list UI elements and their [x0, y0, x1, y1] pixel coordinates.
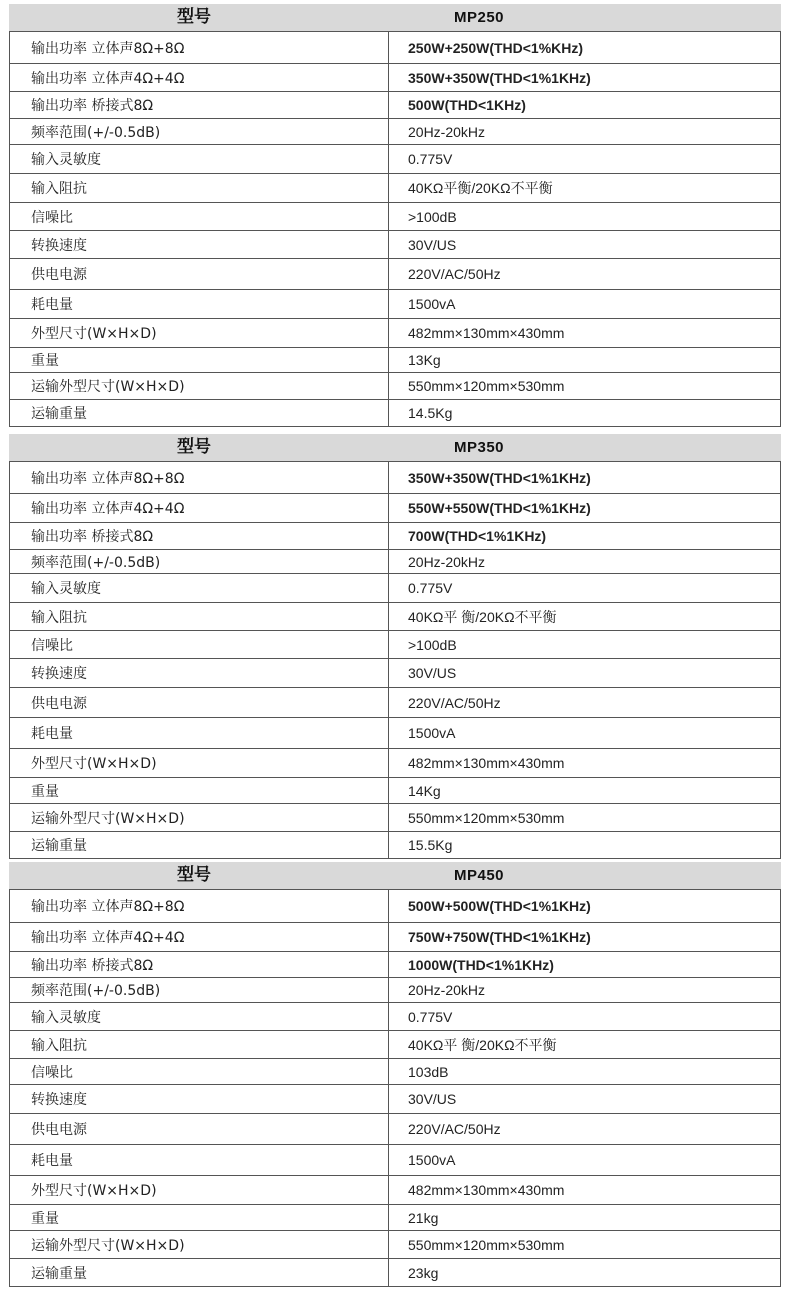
spec-value: 220V/AC/50Hz — [389, 688, 781, 718]
spec-label: 运输重量 — [10, 832, 389, 859]
table-row — [10, 494, 781, 523]
spec-label: 供电电源 — [10, 688, 389, 718]
table-row — [10, 631, 781, 659]
table-row — [10, 1085, 781, 1114]
spec-label: 输出功率 立体声4Ω+4Ω — [10, 494, 389, 523]
model-name: MP350 — [453, 439, 505, 456]
spec-label: 输出功率 立体声8Ω+8Ω — [10, 890, 389, 923]
spec-value: 40KΩ平衡/20KΩ不平衡 — [389, 174, 781, 203]
spec-value: 21kg — [389, 1205, 781, 1231]
spec-value: 482mm×130mm×430mm — [389, 1176, 781, 1205]
spec-value: 103dB — [389, 1059, 781, 1085]
spec-label: 重量 — [10, 778, 389, 804]
table-row — [10, 259, 781, 290]
table-row — [10, 119, 781, 145]
spec-label: 频率范围(+/-0.5dB) — [10, 978, 389, 1003]
spec-header — [9, 434, 781, 461]
table-row — [10, 804, 781, 832]
spec-label: 信噪比 — [10, 203, 389, 231]
table-row — [10, 64, 781, 92]
spec-value: 40KΩ平 衡/20KΩ不平衡 — [389, 1031, 781, 1059]
spec-value: 550mm×120mm×530mm — [389, 804, 781, 832]
spec-label: 输入灵敏度 — [10, 574, 389, 603]
table-row — [10, 32, 781, 64]
table-row — [10, 890, 781, 923]
table-row — [10, 778, 781, 804]
spec-label: 输出功率 桥接式8Ω — [10, 92, 389, 119]
table-row — [10, 1059, 781, 1085]
spec-label: 频率范围(+/-0.5dB) — [10, 119, 389, 145]
model-name: MP250 — [453, 9, 505, 26]
spec-value: 750W+750W(THD<1%1KHz) — [389, 923, 781, 952]
spec-value: 1500vA — [389, 290, 781, 319]
spec-label: 输出功率 立体声4Ω+4Ω — [10, 64, 389, 92]
table-row — [10, 1231, 781, 1259]
spec-value: 220V/AC/50Hz — [389, 1114, 781, 1145]
spec-block-mp250 — [9, 4, 781, 427]
spec-value: 550mm×120mm×530mm — [389, 1231, 781, 1259]
table-row — [10, 749, 781, 778]
table-row — [10, 400, 781, 427]
spec-label: 输入阻抗 — [10, 174, 389, 203]
spec-label: 信噪比 — [10, 1059, 389, 1085]
table-row — [10, 348, 781, 373]
spec-label: 转换速度 — [10, 659, 389, 688]
table-row — [10, 92, 781, 119]
spec-value: 30V/US — [389, 659, 781, 688]
spec-table — [9, 889, 781, 1287]
table-row — [10, 718, 781, 749]
spec-header — [9, 4, 781, 31]
spec-label: 输入灵敏度 — [10, 145, 389, 174]
table-row — [10, 145, 781, 174]
spec-value: 500W+500W(THD<1%1KHz) — [389, 890, 781, 923]
table-row — [10, 462, 781, 494]
table-row — [10, 290, 781, 319]
spec-label: 运输重量 — [10, 1259, 389, 1287]
table-row — [10, 174, 781, 203]
spec-value: 14.5Kg — [389, 400, 781, 427]
spec-label: 重量 — [10, 1205, 389, 1231]
table-row — [10, 319, 781, 348]
spec-label: 耗电量 — [10, 718, 389, 749]
spec-label: 输入灵敏度 — [10, 1003, 389, 1031]
table-row — [10, 203, 781, 231]
spec-value: 1000W(THD<1%1KHz) — [389, 952, 781, 978]
spec-value: 1500vA — [389, 718, 781, 749]
table-row — [10, 1031, 781, 1059]
spec-label: 重量 — [10, 348, 389, 373]
spec-label: 运输外型尺寸(W×H×D) — [10, 1231, 389, 1259]
spec-value: >100dB — [389, 631, 781, 659]
table-row — [10, 659, 781, 688]
table-row — [10, 1205, 781, 1231]
spec-value: 20Hz-20kHz — [389, 978, 781, 1003]
spec-value: 40KΩ平 衡/20KΩ不平衡 — [389, 603, 781, 631]
table-row — [10, 1114, 781, 1145]
spec-table — [9, 461, 781, 859]
spec-label: 供电电源 — [10, 1114, 389, 1145]
spec-label: 输出功率 桥接式8Ω — [10, 523, 389, 550]
spec-value: 350W+350W(THD<1%1KHz) — [389, 64, 781, 92]
table-row — [10, 231, 781, 259]
spec-value: 250W+250W(THD<1%KHz) — [389, 32, 781, 64]
spec-value: 13Kg — [389, 348, 781, 373]
spec-value: 700W(THD<1%1KHz) — [389, 523, 781, 550]
spec-value: 482mm×130mm×430mm — [389, 749, 781, 778]
spec-label: 输出功率 立体声8Ω+8Ω — [10, 32, 389, 64]
header-label: 型号 — [177, 7, 211, 27]
spec-value: 14Kg — [389, 778, 781, 804]
spec-label: 运输外型尺寸(W×H×D) — [10, 804, 389, 832]
spec-value: 1500vA — [389, 1145, 781, 1176]
spec-header — [9, 862, 781, 889]
table-row — [10, 923, 781, 952]
spec-value: >100dB — [389, 203, 781, 231]
table-row — [10, 523, 781, 550]
spec-label: 供电电源 — [10, 259, 389, 290]
spec-value: 23kg — [389, 1259, 781, 1287]
spec-label: 输出功率 立体声8Ω+8Ω — [10, 462, 389, 494]
spec-label: 耗电量 — [10, 1145, 389, 1176]
table-row — [10, 978, 781, 1003]
spec-value: 20Hz-20kHz — [389, 550, 781, 574]
spec-value: 500W(THD<1KHz) — [389, 92, 781, 119]
table-row — [10, 550, 781, 574]
spec-value: 15.5Kg — [389, 832, 781, 859]
spec-label: 转换速度 — [10, 1085, 389, 1114]
table-row — [10, 688, 781, 718]
spec-label: 运输重量 — [10, 400, 389, 427]
spec-label: 运输外型尺寸(W×H×D) — [10, 373, 389, 400]
spec-value: 30V/US — [389, 231, 781, 259]
spec-label: 频率范围(+/-0.5dB) — [10, 550, 389, 574]
spec-value: 0.775V — [389, 145, 781, 174]
spec-block-mp350 — [9, 434, 781, 859]
spec-label: 外型尺寸(W×H×D) — [10, 749, 389, 778]
spec-label: 外型尺寸(W×H×D) — [10, 1176, 389, 1205]
header-label: 型号 — [177, 437, 211, 457]
spec-value: 30V/US — [389, 1085, 781, 1114]
spec-label: 输入阻抗 — [10, 603, 389, 631]
spec-label: 耗电量 — [10, 290, 389, 319]
table-row — [10, 574, 781, 603]
spec-value: 550mm×120mm×530mm — [389, 373, 781, 400]
spec-value: 220V/AC/50Hz — [389, 259, 781, 290]
spec-label: 输出功率 立体声4Ω+4Ω — [10, 923, 389, 952]
table-row — [10, 1259, 781, 1287]
spec-label: 转换速度 — [10, 231, 389, 259]
spec-block-mp450 — [9, 862, 781, 1287]
table-row — [10, 1176, 781, 1205]
spec-label: 外型尺寸(W×H×D) — [10, 319, 389, 348]
spec-label: 输入阻抗 — [10, 1031, 389, 1059]
model-name: MP450 — [453, 867, 505, 884]
table-row — [10, 952, 781, 978]
spec-value: 0.775V — [389, 574, 781, 603]
spec-label: 信噪比 — [10, 631, 389, 659]
spec-label: 输出功率 桥接式8Ω — [10, 952, 389, 978]
table-row — [10, 832, 781, 859]
spec-value: 550W+550W(THD<1%1KHz) — [389, 494, 781, 523]
spec-table — [9, 31, 781, 427]
table-row — [10, 1145, 781, 1176]
header-label: 型号 — [177, 865, 211, 885]
spec-value: 20Hz-20kHz — [389, 119, 781, 145]
spec-value: 0.775V — [389, 1003, 781, 1031]
table-row — [10, 373, 781, 400]
spec-value: 482mm×130mm×430mm — [389, 319, 781, 348]
table-row — [10, 603, 781, 631]
table-row — [10, 1003, 781, 1031]
spec-value: 350W+350W(THD<1%1KHz) — [389, 462, 781, 494]
